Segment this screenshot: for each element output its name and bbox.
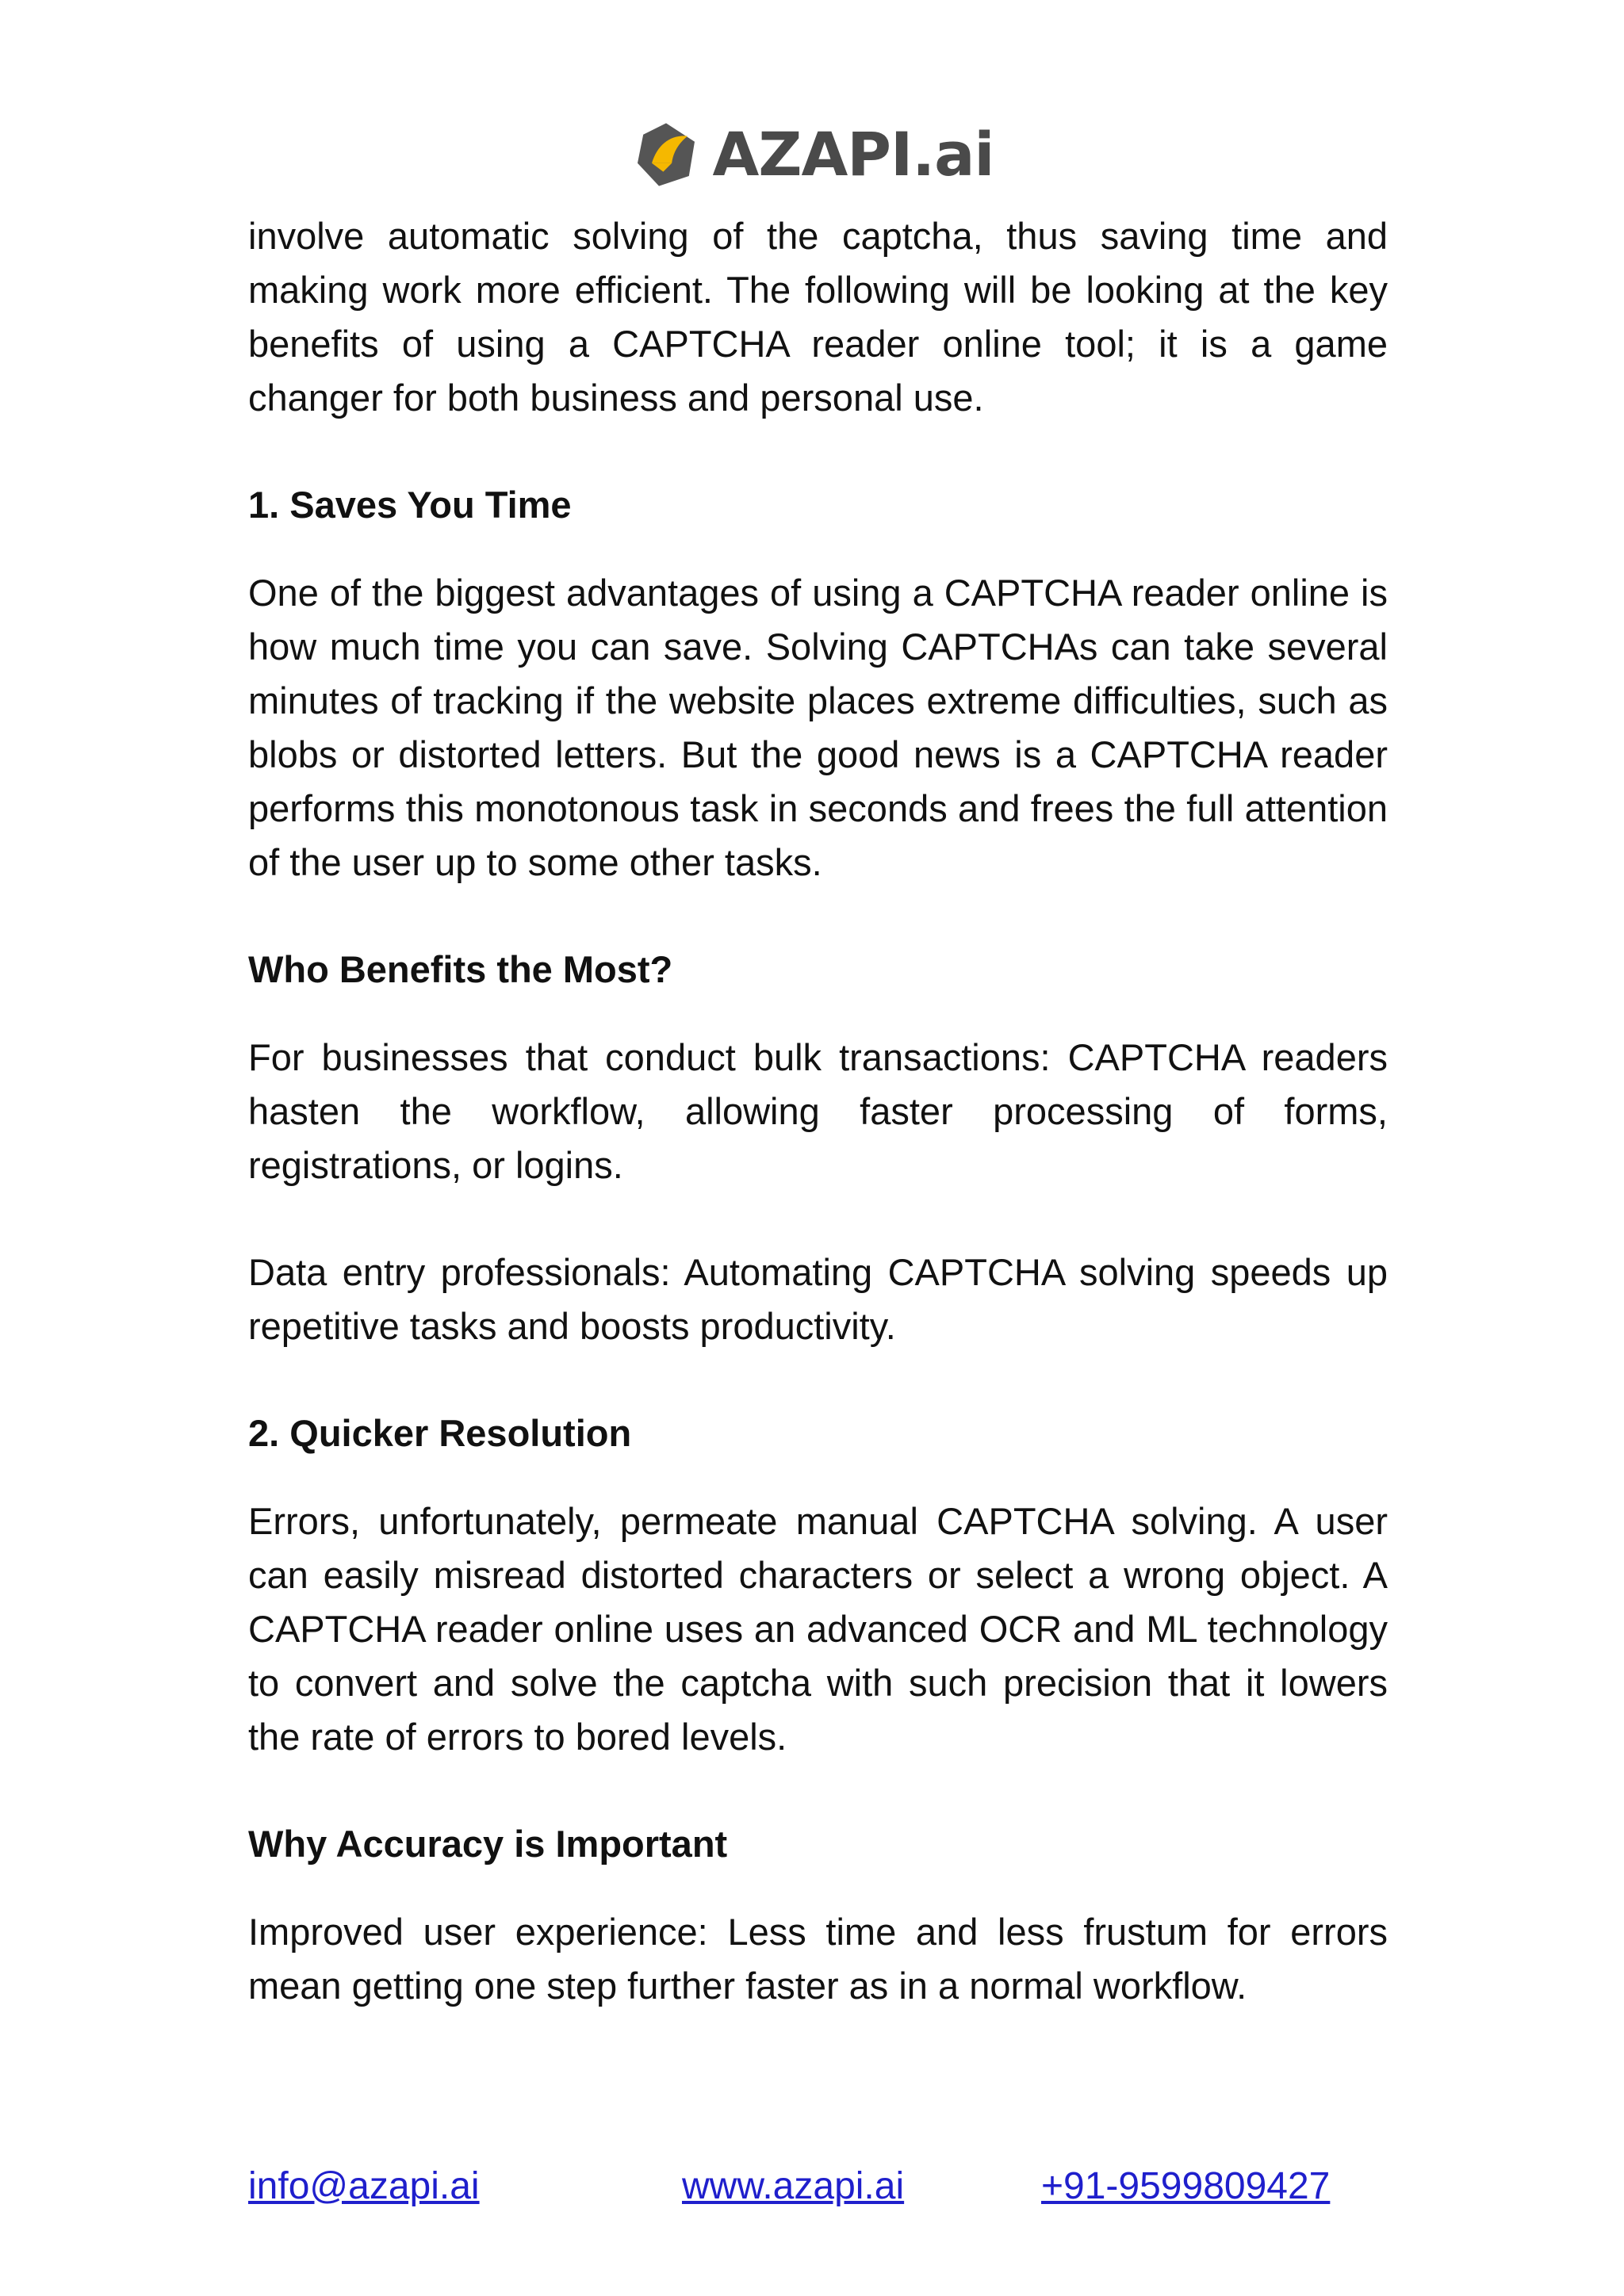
section-paragraph-saves-time: One of the biggest advantages of using a CAPTCHA reader online is how much time you can save. Solving CAPTCHAs can take several minutes of tracking if the website places extreme difficulties, such as blobs or distorted letters. But the good news is a CAPTCHA reader performs this monotonous task in seconds and frees the full attention of the user up to some other tasks. <box>248 572 1388 883</box>
intro-paragraph: involve automatic solving of the captcha, thus saving time and making work more efficient. The following will be looking at the key benefits of using a CAPTCHA reader online tool; it is a game changer for both business and personal use. <box>248 215 1388 419</box>
section-paragraph-accuracy: Improved user experience: Less time and less frustum for errors mean getting one step further faster as in a normal workflow. <box>248 1911 1388 2007</box>
section-heading-accuracy: Why Accuracy is Important <box>248 1823 728 1865</box>
logo-wordmark <box>712 119 994 189</box>
page-footer <box>248 2164 1388 2220</box>
header-logo <box>0 119 1624 190</box>
section-heading-saves-time: 1. Saves You Time <box>248 484 572 526</box>
section-paragraph-quicker-resolution: Errors, unfortunately, permeate manual CAPTCHA solving. A user can easily misread distorted characters or select a wrong object. A CAPTCHA reader online uses an advanced OCR and ML technology to convert and solve the captcha with such precision that it lowers the rate of errors to bored levels. <box>248 1500 1388 1758</box>
logo-name: AZAPI <box>712 119 913 189</box>
benefits-paragraph-businesses: For businesses that conduct bulk transactions: CAPTCHA readers hasten the workflow, allowing faster processing of forms, registrations, or logins. <box>248 1036 1388 1186</box>
section-heading-who-benefits: Who Benefits the Most? <box>248 948 673 990</box>
footer-phone-link[interactable]: +91-9599809427 <box>1041 2165 1331 2207</box>
benefits-paragraph-data-entry: Data entry professionals: Automating CAPTCHA solving speeds up repetitive tasks and boosts productivity. <box>248 1251 1388 1347</box>
logo-group <box>630 119 994 190</box>
azapi-logo-icon <box>630 119 702 190</box>
section-heading-quicker-resolution: 2. Quicker Resolution <box>248 1412 632 1454</box>
article-body <box>248 209 1388 2013</box>
footer-email-link[interactable]: info@azapi.ai <box>248 2165 480 2207</box>
footer-website-link[interactable]: www.azapi.ai <box>682 2165 905 2207</box>
logo-suffix: .ai <box>912 119 994 189</box>
